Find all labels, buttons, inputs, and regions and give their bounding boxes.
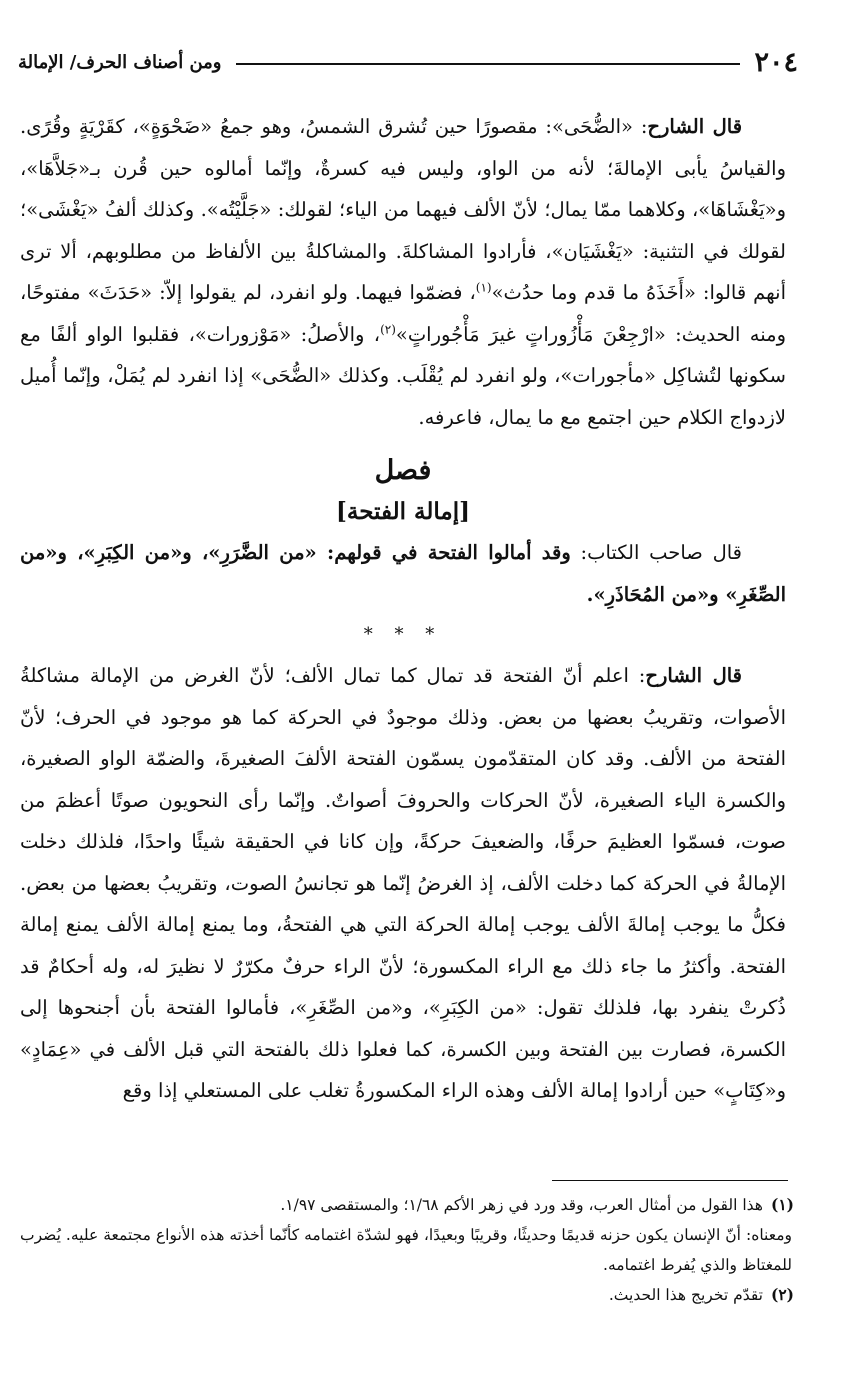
footnote-reference[interactable]: (١) [475, 280, 492, 295]
footnote-2 [20, 1280, 794, 1310]
running-title: ومن أصناف الحرف/ الإمالة [18, 51, 222, 73]
footnote-number: (٢) [770, 1285, 794, 1304]
footnote-text: هذا القول من أمثال العرب، وقد ورد في زهر الأكم ١/٦٨؛ والمستقصى ١/٩٧. [280, 1196, 763, 1214]
section-subheading: [إمالة الفتحة] [336, 498, 470, 525]
main-text [20, 106, 786, 1112]
asterisk-separator: * * * [363, 624, 443, 645]
paragraph-text: : اعلم أنّ الفتحة قد تمال كما تمال الألف؛ لأنّ الغرض من الإمالة مشاكلةُ الأصوات، وتقريبُ بعضها من بعض. وذلك موجودٌ في الحركة كما هو موجود في الحرف؛ لأنّ الفتحة من الألف. وقد كان المتقدّمون يسمّون الفتحة الألفَ الصغيرةَ، والضمّة الواو الصغيرة، والكسرة الياء الصغيرة، لأنّ الحركات والحروفَ أصواتٌ. وإنّما رأى النحويون صوتًا أعظمَ من صوت، فسمّوا العظيمَ حرفًا، والضعيفَ حركةً، وإن كانا في الحقيقة شيئًا واحدًا، فلذلك دخلت الإمالةُ في الحركة كما دخلت الألف، إذ الغرضُ إنّما هو تجانسُ الصوت، وتقريبُ بعضها من بعض. فكلُّ ما يوجب إمالةَ الألف يوجب إمالة الحركة التي هي الفتحةُ، وما يمنع إمالة الألف يمنع إمالة الفتحة. وأكثرُ ما جاء ذلك مع الراء المكسورة؛ لأنّ الراء حرفٌ مكرّرٌ لا نظيرَ له، وله أحكامٌ قد ذُكرتْ ينفرد بها، فلذلك تقول: «من الكِبَرِ»، و«من الصِّغَرِ»، فأمالوا الفتحة بأن أجنحوها إلى الكسرة، فصارت بين الفتحة وبين الكسرة، كما فعلوا ذلك بالفتحة التي قبل الألف في «عِمَادٍ» و«كِتَابٍ» حين أرادوا إمالة الألف وهذه الراء المكسورةُ تغلب على المستعلي إذا وقع [20, 664, 786, 1102]
header-rule [236, 63, 741, 65]
page-header [18, 44, 798, 80]
section-heading: فصل [374, 455, 432, 486]
footnote-text: تقدّم تخريج هذا الحديث. [608, 1286, 763, 1304]
footnote-1 [20, 1190, 794, 1220]
author-quote [20, 532, 786, 615]
page-number: ٢٠٤ [754, 46, 798, 78]
footnote-rule [552, 1180, 788, 1181]
quote-intro: قال صاحب الكتاب: [570, 541, 743, 564]
paragraph-text: : «الضُّحَى»: مقصورًا حين تُشرق الشمسُ، وهو جمعُ «ضَحْوَةٍ»، كقَرْيَةٍ وقُرًى. والقياسُ يأبى الإمالةَ؛ لأنه من الواو، وليس فيه كسرةٌ، وإنّما أمالوه حين قُرن بـ«جَلاَّهَا»، و«يَغْشَاهَا»، وكلاهما ممّا يمال؛ لأنّ الألف فيهما من الياء؛ لقولك: «جَلَّيْتُه». وكذلك ألفُ «يَغْشَى»؛ لقولك في التثنية: «يَغْشَيَان»، فأرادوا المشاكلةَ. والمشاكلةُ بين الألفاظ من مطلوبهم، ألا ترى أنهم قالوا: «أَخَذَهُ ما قدم وما حدُث» [20, 115, 786, 304]
footnotes [20, 1190, 794, 1310]
speaker-label: قال الشارح [645, 664, 743, 687]
footnote-reference[interactable]: (٢) [380, 322, 396, 336]
paragraph-text: ، فضمّوا فيهما. ولو انفرد، لم يقولوا إلاّ: «حَدَثَ» مفتوحًا، ومنه الحديث: «ارْجِعْنَ مَأْزُوراتٍ غيرَ مَأْجُوراتٍ» [20, 281, 786, 346]
footnote-number: (١) [770, 1195, 794, 1214]
speaker-label: قال الشارح [647, 115, 743, 138]
commentary-paragraph-2 [20, 655, 786, 1112]
paragraph-text: ، والأصلُ: «مَوْزورات»، فقلبوا الواو ألفًا مع سكونها لتُشاكِل «مأجورات»، ولو انفرد لم يُقْلَب. وكذلك «الضُّحَى» إذا انفرد لم يُمَلْ، وإنّما أُميل لازدواج الكلام حين اجتمع مع ما يمال، فاعرفه. [20, 322, 786, 429]
footnote-1-continuation: ومعناه: أنّ الإنسان يكون حزنه قديمًا وحديثًا، وقريبًا وبعيدًا، فهو لشدّة اغتمامه كأنّما أخذته هذه الأنواع مجتمعة عليه. يُضرب للمغتاظ والذي يُفرط اغتمامه. [20, 1226, 792, 1274]
commentary-paragraph-1 [20, 106, 786, 438]
quote-text: وقد أمالوا الفتحة في قولهم: «من الضَّرَرِ»، و«من الكِبَرِ»، و«من الصِّغَرِ» و«من المُحَاذَرِ». [20, 541, 786, 606]
